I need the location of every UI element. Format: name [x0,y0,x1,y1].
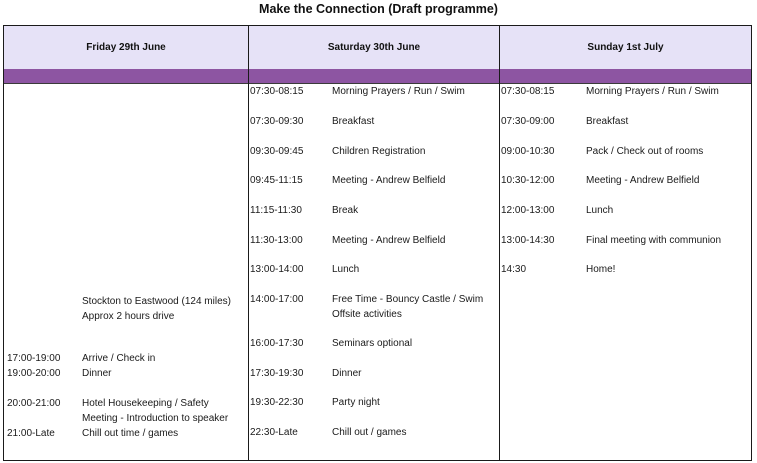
saturday-time: 09:45-11:15 [250,175,303,186]
sunday-time: 09:00-10:30 [501,146,555,157]
header-band [4,69,751,83]
friday-activity: Chill out time / games [82,428,179,439]
sunday-activity: Morning Prayers / Run / Swim [586,86,719,97]
saturday-activity: Breakfast [332,116,375,127]
programme-table [3,25,752,461]
saturday-activity: Morning Prayers / Run / Swim [332,86,465,97]
saturday-activity: Dinner [332,368,362,379]
friday-activity: Stockton to Eastwood (124 miles) [82,296,231,307]
saturday-activity: Seminars optional [332,338,413,349]
column-divider [499,26,500,460]
saturday-time: 17:30-19:30 [250,368,304,379]
saturday-time: 07:30-09:30 [250,116,304,127]
saturday-time: 19:30-22:30 [250,397,304,408]
sunday-time: 07:30-09:00 [501,116,555,127]
saturday-activity: Offsite activities [332,309,402,320]
header-sunday: Sunday 1st July [500,26,751,69]
saturday-activity: Children Registration [332,146,426,157]
saturday-activity: Lunch [332,264,360,275]
saturday-time: 14:00-17:00 [250,294,304,305]
saturday-activity: Party night [332,397,380,408]
saturday-time: 13:00-14:00 [250,264,304,275]
sunday-time: 10:30-12:00 [501,175,555,186]
saturday-time: 11:30-13:00 [250,235,303,246]
saturday-time: 16:00-17:30 [250,338,304,349]
saturday-activity: Chill out / games [332,427,407,438]
friday-time: 19:00-20:00 [7,368,61,379]
saturday-time: 11:15-11:30 [250,205,302,216]
page-title: Make the Connection (Draft programme) [259,2,498,16]
friday-time: 21:00-Late [7,428,55,439]
sunday-activity: Pack / Check out of rooms [586,146,704,157]
sunday-activity: Lunch [586,205,614,216]
friday-activity: Approx 2 hours drive [82,311,175,322]
saturday-activity: Meeting - Andrew Belfield [332,235,446,246]
sunday-activity: Final meeting with communion [586,235,722,246]
saturday-activity: Free Time - Bouncy Castle / Swim [332,294,484,305]
friday-time: 17:00-19:00 [7,353,61,364]
friday-activity: Dinner [82,368,112,379]
friday-time: 20:00-21:00 [7,398,61,409]
saturday-activity: Break [332,205,359,216]
friday-activity: Meeting - Introduction to speaker [82,413,229,424]
friday-activity: Arrive / Check in [82,353,156,364]
saturday-time: 09:30-09:45 [250,146,304,157]
sunday-time: 12:00-13:00 [501,205,555,216]
sunday-activity: Breakfast [586,116,629,127]
sunday-time: 07:30-08:15 [501,86,555,97]
column-divider [248,26,249,460]
sunday-time: 13:00-14:30 [501,235,555,246]
sunday-activity: Home! [586,264,616,275]
sunday-activity: Meeting - Andrew Belfield [586,175,700,186]
header-saturday: Saturday 30th June [249,26,499,69]
saturday-time: 07:30-08:15 [250,86,304,97]
saturday-activity: Meeting - Andrew Belfield [332,175,446,186]
saturday-time: 22:30-Late [250,427,298,438]
sunday-time: 14:30 [501,264,527,275]
header-friday: Friday 29th June [4,26,248,69]
friday-activity: Hotel Housekeeping / Safety [82,398,209,409]
